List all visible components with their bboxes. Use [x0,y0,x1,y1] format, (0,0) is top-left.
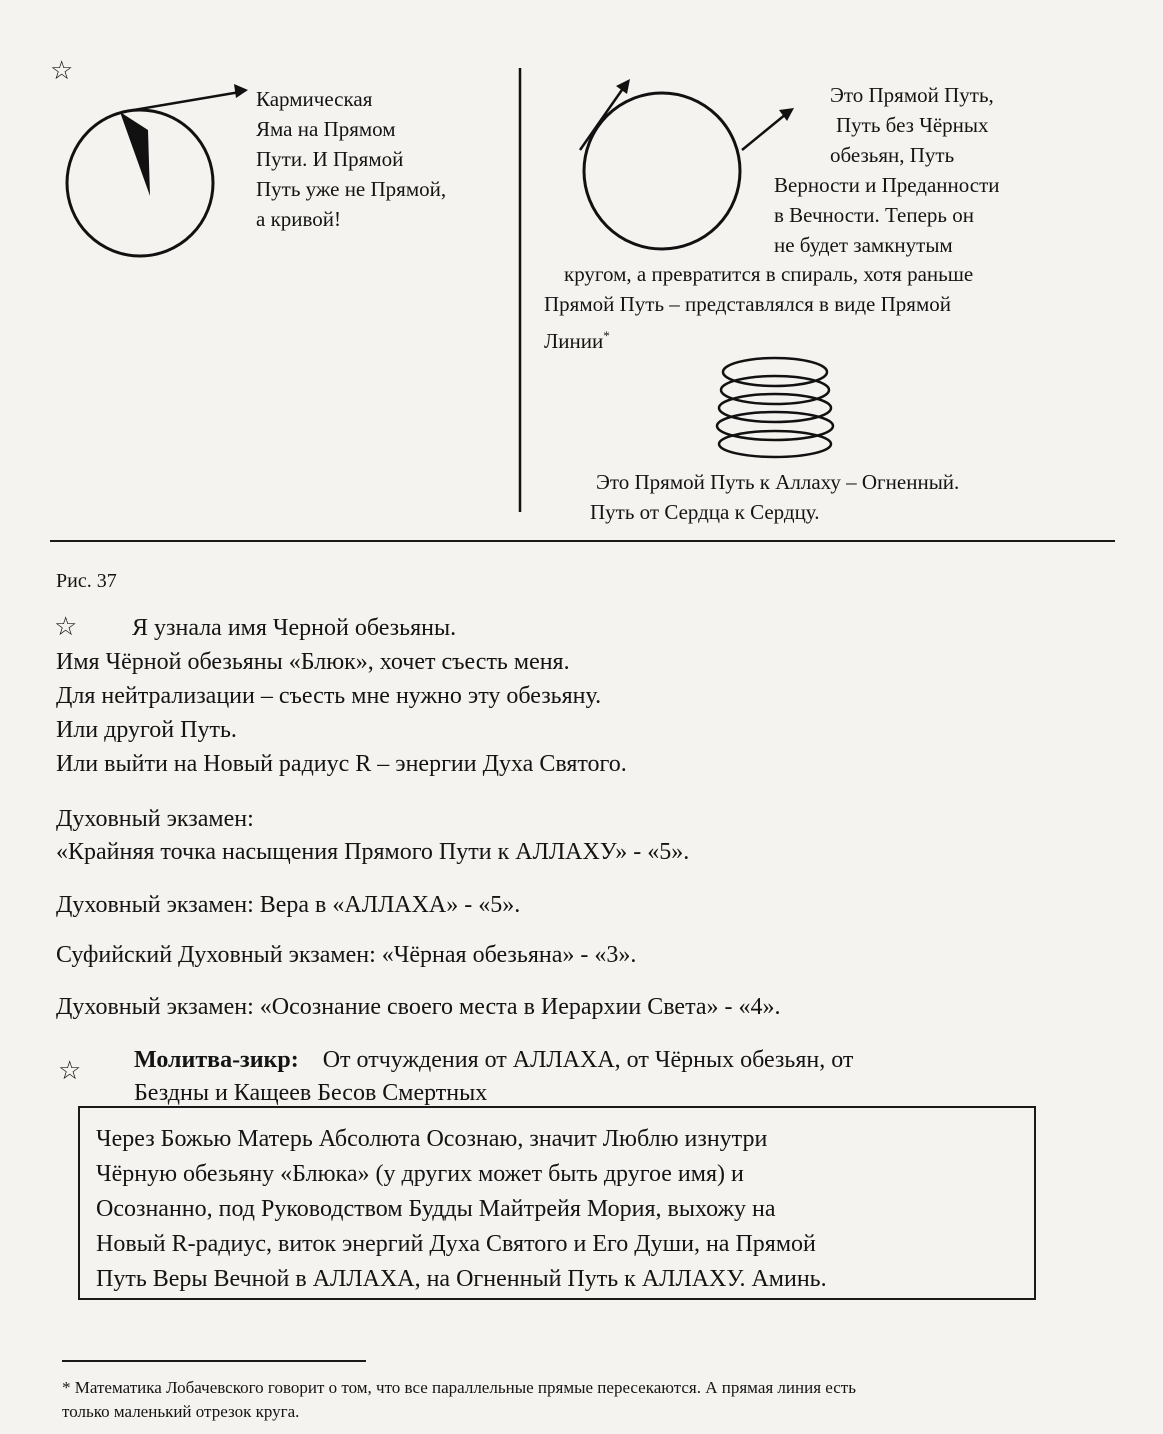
karmic-pit-wedge [120,112,150,196]
note-line: в Вечности. Теперь он [774,203,975,227]
note-line: Путь уже не Прямой, [256,177,447,201]
footnote-line: * Математика Лобачевского говорит о том, что все параллельные прямые пересекаются. А прямая линия есть [62,1378,856,1397]
footnote [62,1376,856,1424]
exam-4: Духовный экзамен: «Осознание своего места в Иерархии Света» - «4». [56,994,781,1020]
body-line: Или другой Путь. [56,717,237,743]
body-line: Я узнала имя Черной обезьяны. [132,615,457,641]
straight-path-note [760,80,1050,260]
spiral-note [590,467,960,527]
note-line: Кармическая [256,87,373,111]
star-icon: ☆ [58,1056,82,1085]
note-line: Это Прямой Путь к Аллаху – Огненный. [596,470,960,494]
prayer-line: Путь Веры Вечной в АЛЛАХА, на Огненный Путь к АЛЛАХУ. Аминь. [96,1266,827,1292]
figure-divider [50,540,1115,542]
straight-path-circle [584,93,740,249]
prayer-line: Осознанно, под Руководством Будды Майтрейя Мория, выхожу на [96,1196,776,1222]
figure-caption: Рис. 37 [56,570,117,592]
prayer-line: Через Божью Матерь Абсолюта Осознаю, значит Люблю изнутри [96,1126,768,1152]
body-line: Для нейтрализации – съесть мне нужно эту обезьяну. [56,683,602,709]
note-line: Путь без Чёрных [836,113,989,137]
exam-1: «Крайняя точка насыщения Прямого Пути к АЛЛАХУ» - «5». [56,839,690,865]
straight-path-note-cont-3 [544,321,610,356]
karmic-pit-note [256,84,446,234]
note-line: не будет замкнутым [774,233,953,257]
note-line: Верности и Преданности [774,173,1000,197]
prayer-label: Молитва-зикр: [134,1047,299,1073]
note-line: а кривой! [256,207,342,231]
prayer-heading [134,1044,853,1076]
straight-path-note-cont-1: кругом, а превратится в спираль, хотя раньше [564,262,974,286]
prayer-line: Чёрную обезьяну «Блюка» (у других может быть другое имя) и [96,1161,744,1187]
prayer-title-cont: Бездны и Кащеев Бесов Смертных [134,1080,488,1106]
footnote-marker: * [603,328,610,343]
body-line: Или выйти на Новый радиус R – энергии Духа Святого. [56,751,627,777]
spiral-icon [717,358,833,457]
left-arrow [122,92,240,112]
note-line: Яма на Прямом [256,117,396,141]
prayer-title: От отчуждения от АЛЛАХА, от Чёрных обезьян, от [322,1047,854,1073]
note-line: Это Прямой Путь, [830,83,994,107]
body-line: Имя Чёрной обезьяны «Блюк», хочет съесть меня. [56,649,570,675]
footnote-line: только маленький отрезок круга. [62,1402,300,1421]
note-line: обезьян, Путь [830,143,955,167]
star-icon: ☆ [50,56,74,85]
note-line: Пути. И Прямой [256,147,404,171]
left-upward-arrow [580,87,624,150]
prayer-line: Новый R-радиус, виток энергий Духа Святого и Его Души, на Прямой [96,1231,816,1257]
note-line: Линии [544,329,604,353]
star-icon: ☆ [54,612,78,641]
exam-3: Суфийский Духовный экзамен: «Чёрная обезьяна» - «3». [56,942,637,968]
straight-path-note-cont-2: Прямой Путь – представлялся в виде Прямой [544,292,951,316]
footnote-divider [62,1360,366,1362]
prayer-box [78,1106,1036,1300]
note-line: Путь от Сердца к Сердцу. [590,500,820,524]
exam-2: Духовный экзамен: Вера в «АЛЛАХА» - «5». [56,892,521,918]
exam-label: Духовный экзамен: [56,806,254,832]
